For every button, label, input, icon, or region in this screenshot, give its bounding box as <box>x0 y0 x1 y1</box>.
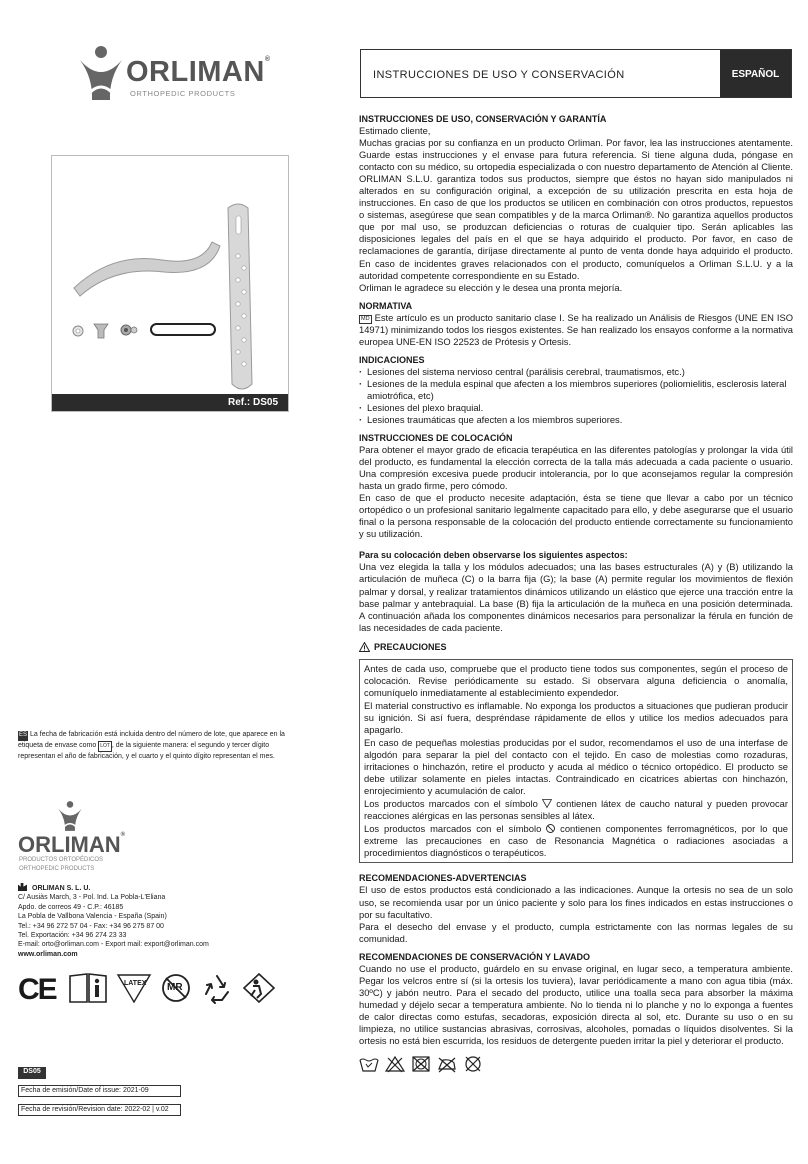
brand-wordmark: ORLIMAN® <box>18 832 126 857</box>
list-item: · Lesiones del sistema nervioso central (parálisis cerebral, traumatismos, etc.) <box>359 366 793 378</box>
precaution-text: En caso de pequeñas molestias producidas por el sudor, recomendamos el uso de una interfase de algodón para separar la piel del contacto con el tejido. En caso de molestias como rozaduras, irritaciones o hinchazón, retire el producto y acuda al médico o técnico ortopédico. El producto se debe utilizar solamente en pieles intactas. Contraindicado en cicatrices abiertas con hinchazón, enrojecimiento y acumulación de calor. <box>364 737 788 797</box>
ce-mark-icon: CE <box>18 973 56 1006</box>
lot-symbol: LOT <box>98 741 112 753</box>
splint-components-illustration <box>52 156 290 396</box>
issue-date: Fecha de emisión/Date of issue: 2021-09 <box>18 1085 181 1097</box>
manufacturer-icon <box>18 883 27 891</box>
website: www.orliman.com <box>18 950 78 958</box>
section-title: NORMATIVA <box>359 300 413 311</box>
no-dry-clean-icon <box>463 1055 483 1076</box>
care-symbols <box>359 1055 793 1075</box>
no-bleach-icon <box>385 1055 405 1076</box>
no-iron-icon <box>437 1055 457 1076</box>
brand-tagline-es: PRODUCTOS ORTOPÉDICOS <box>19 857 104 863</box>
indications-list <box>359 366 793 426</box>
address-line: Apdo. de correos 49 - C.P.: 46185 <box>18 903 124 911</box>
header-title: INSTRUCCIONES DE USO Y CONSERVACIÓN <box>373 69 625 81</box>
warranty-text: Muchas gracias por su confianza en un producto Orliman. Por favor, lea las instrucciones atentamente. Guarde estas instrucciones y el envase para futura referencia. Si tiene alguna duda, póngase en contacto con su médico, su ortopedia especializada o con nuestro departamento de Atención al Cliente. ORLIMAN S.L.U. garantiza todos sus productos, siempre que éstos no hayan sido manipulados ni alterados en su configuración original, a excepción de su utilización prescrita en esta hoja de instrucciones. En caso de que los productos se utilicen en combinación con otros productos, repuestos o sistemas, asegúrese que sean compatibles y de la marca Orliman®. No garantiza aquellos productos que por mal uso, se produzcan deficiencias o roturas de cualquier tipo. Serán aplicables las disposiciones legales del país en el que se haya adquirido el producto. Por favor, en caso de reclamaciones de garantía, diríjase directamente al punto de venta donde haya adquirido el producto. En caso de incidentes graves relacionados con el producto, comuníquelos a Orliman S.L.U. y a la autoridad competente correspondiente en su Estado. <box>359 137 793 281</box>
precaution-text: El material constructivo es inflamable. No exponga los productos a situaciones que pudieran producir su ignición. Si así fuera, despréndase rápidamente de ellos y utilice los medios adecuados para apagarlo. <box>364 699 788 735</box>
section-title: RECOMENDACIONES-ADVERTENCIAS <box>359 873 527 884</box>
brand-wordmark: ORLIMAN® <box>126 56 271 88</box>
recommend-text: Para el desecho del envase y el producto, cumpla estrictamente con las normas legales de su comunidad. <box>359 920 793 944</box>
orliman-figure-icon <box>76 44 126 102</box>
company-name: ORLIMAN S. L. U. <box>18 883 318 893</box>
revision-date: Fecha de revisión/Revision date: 2022-02 | v.02 <box>18 1104 181 1116</box>
brand-logo <box>76 44 276 104</box>
latex-warning: Los productos marcados con el símbolo contienen látex de caucho natural y pueden provocar reacciones alérgicas en las personas sensibles al látex. <box>364 798 788 822</box>
medical-device-icon: MD <box>361 315 370 322</box>
norm-text: MD Este artículo es un producto sanitario clase I. Se ha realizado un Análisis de Riesgos (UNE EN ISO 14971) minimizando todos los riesgos existentes. Se han realizado los ensayos conforme a la normativa europea UNE-EN ISO 22523 de Prótesis y Ortesis. <box>359 311 793 347</box>
section-title: RECOMENDACIONES DE CONSERVACIÓN Y LAVADO <box>359 951 591 962</box>
subsection-title: Para su colocación deben observarse los siguientes aspectos: <box>359 550 628 561</box>
language-tag: ES <box>18 731 28 741</box>
list-item: · Lesiones traumáticas que afecten a los miembros superiores. <box>359 414 793 426</box>
hand-wash-icon <box>359 1055 379 1076</box>
language-badge: ESPAÑOL <box>720 50 791 97</box>
section-title: INSTRUCCIONES DE COLOCACIÓN <box>359 433 513 444</box>
regulatory-symbols <box>18 972 278 1012</box>
single-patient-icon <box>242 972 276 1009</box>
address-line: E-mail: orto@orliman.com - Export mail: export@orliman.com <box>18 941 209 949</box>
latex-icon: LATEX <box>116 972 152 1009</box>
section-title: INSTRUCCIONES DE USO, CONSERVACIÓN Y GARANTÍA <box>359 114 607 124</box>
recycle-icon <box>200 972 234 1009</box>
orliman-figure-icon <box>52 800 88 832</box>
list-item: · Lesiones del plexo braquial. <box>359 402 793 414</box>
lot-note: ES La fecha de fabricación está incluida dentro del número de lote, que aparece en la etiqueta de envase como LOT , de la siguiente manera: el segundo y tercer dígito representan el año de fabricación, y el cuarto y el quinto dígito representan el mes. <box>18 731 285 760</box>
list-item: · Lesiones de la medula espinal que afecten a los miembros superiores (poliomielitis, esclerosis lateral amiotrófica, etc) <box>359 378 793 402</box>
instructions-book-icon <box>68 972 108 1009</box>
address-line: C/ Ausiàs March, 3 - Pol. Ind. La Pobla-L'Eliana <box>18 894 166 902</box>
aspects-text: Una vez elegida la talla y los módulos adecuados; una las bases estructurales (A) y (B) utilizando la articulación de muñeca (C) o la barra fija (G); la base (A) permite regular los movimientos de flexión palmar y dorsal, y realizar tratamientos dinámicos utilizando un elástico que ejerce una tracción entre la base palmar y antebraquial. La base (B) fija la articulación de la muñeca en una posición determinada. A continuación añada los componentes dinámicos necesarios para personalizar la férula en función de las necesidades de cada paciente. <box>359 561 793 633</box>
latex-icon <box>542 799 552 808</box>
warning-icon <box>359 642 370 652</box>
care-text: Cuando no use el producto, guárdelo en su envase original, en lugar seco, a temperatura ambiente. Pegar los velcros entre sí (si la ortesis los tuviera), lavar periódicamente a mano con agua tibia (máx. 30ºC) y jabón neutro. Para el secado del producto, utilice una toalla seca para absorber la máxima humedad y déjelo secar a temperatura ambiente. No lo tienda ni lo planche y no lo exponga a fuentes de calor directas como estufas, secadoras, exposición directa al sol, etc. Durante su uso o en su limpieza, no utilice sustancias abrasivas, corrosivas, alcoholes, pomadas o líquidos disolventes. Si la ortesis no está bien escurrida, los residuos de detergente pueden irritar la piel y deteriorar el producto. <box>359 962 793 1046</box>
address-line: Tel.: +34 96 272 57 04 - Fax: +34 96 275 87 00 <box>18 922 164 930</box>
placement-text: En caso de que el producto necesite adaptación, ésta se tiene que llevar a cabo por un técnico ortopédico o un profesional sanitario legalmente capacitado para ello, y debe asegurarse que el usuario final o la persona responsable de la colocación del producto entiende correctamente su funcionamiento y su utilización. <box>359 492 793 540</box>
product-reference: Ref.: DS05 <box>52 394 288 411</box>
mr-warning: Los productos marcados con el símbolo contienen componentes ferromagnéticos, por lo que extreme las precauciones en caso de Resonancia Magnética o radiaciones asociadas a procedimientos diagnósticos o terapéuticos. <box>364 823 788 859</box>
mr-unsafe-icon <box>546 824 555 833</box>
recommend-text: El uso de estos productos está condicionado a las indicaciones. Aunque la ortesis no sea de un solo uso, se recomienda usar por un único paciente y solo para los fines indicados en estas instrucciones o por su facultativo. <box>359 884 793 920</box>
brand-logo-footer <box>18 800 138 875</box>
instructions-content <box>359 113 793 1075</box>
warranty-closing: Orliman le agradece su elección y le desea una pronta mejoría. <box>359 281 623 293</box>
brand-tagline: ORTHOPEDIC PRODUCTS <box>130 89 236 98</box>
precautions-heading: PRECAUCIONES <box>359 641 793 653</box>
manufacturer-address <box>18 883 318 959</box>
address-line: Tel. Exportación: +34 96 274 23 33 <box>18 932 127 940</box>
no-tumble-dry-icon <box>411 1055 431 1076</box>
document-code: DS05 <box>18 1067 46 1079</box>
placement-text: Para obtener el mayor grado de eficacia terapéutica en las diferentes patologías y prolongar la vida útil del producto, es fundamental la elección correcta de la talla más adecuada a cada paciente o usuario. Una compresión excesiva puede producir intolerancia, por lo que aconsejamos regular la compresión hasta un grado firme, pero cómodo. <box>359 444 793 492</box>
brand-tagline: ORTHOPEDIC PRODUCTS <box>19 866 95 872</box>
product-image <box>51 155 289 412</box>
precautions-box <box>359 659 793 864</box>
precaution-text: Antes de cada uso, compruebe que el producto tiene todos sus componentes, según el proceso de colocación. Revise periódicamente su estado. Si observara alguna deficiencia o anomalía, comuníquelo inmediatamente al establecimiento expendedor. <box>364 662 788 698</box>
greeting: Estimado cliente, <box>359 125 431 136</box>
address-line: La Pobla de Vallbona Valencia - España (Spain) <box>18 913 167 921</box>
mr-unsafe-icon: MR <box>160 972 192 1009</box>
document-header <box>360 49 792 98</box>
section-title: INDICACIONES <box>359 354 425 365</box>
